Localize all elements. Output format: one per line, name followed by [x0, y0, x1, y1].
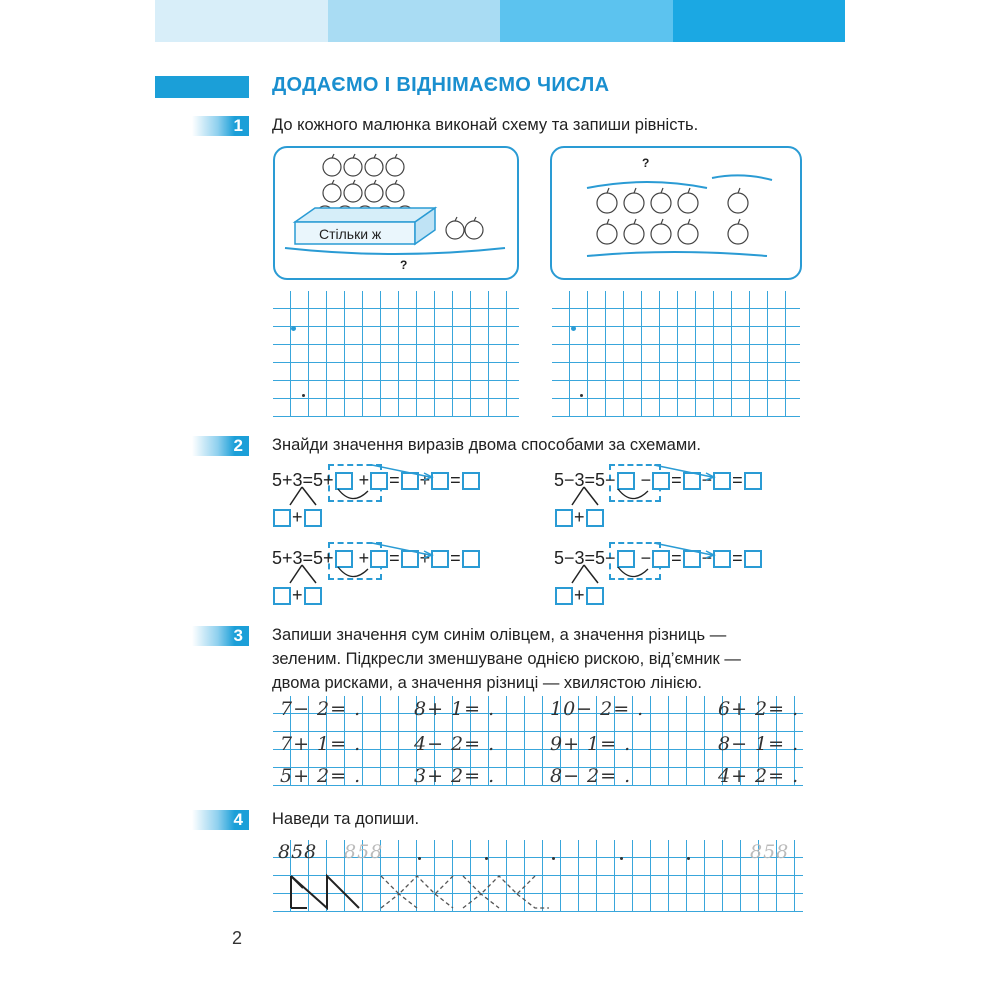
header-strip-1	[155, 0, 328, 42]
expression-part: 5+	[313, 548, 334, 568]
answer-square[interactable]	[462, 550, 480, 568]
expression-label: 5−3=	[554, 470, 596, 490]
answer-square[interactable]	[744, 550, 762, 568]
operator: =	[671, 470, 682, 490]
exercise-cell: 7+ 1= .	[280, 733, 362, 755]
expression-part: 5−	[595, 548, 616, 568]
grid-dot	[687, 857, 690, 860]
grid-start-dot	[291, 326, 296, 331]
expression-label: 5+3=	[272, 470, 314, 490]
header-strip-2	[328, 0, 501, 42]
operator: −	[701, 470, 713, 490]
expression-label: 5−3=	[554, 548, 596, 568]
expression-label: 5+3=	[272, 548, 314, 568]
answer-square[interactable]	[462, 472, 480, 490]
exercise-cell: 7− 2= .	[280, 698, 362, 720]
task-2-text: Знайди значення виразів двома способами за схемами.	[272, 436, 701, 454]
operator: −	[640, 548, 652, 568]
task-4-number: 4	[192, 810, 249, 830]
operator: =	[671, 548, 682, 568]
page-title: ДОДАЄМО І ВІДНІМАЄМО ЧИСЛА	[272, 74, 610, 96]
operator: =	[732, 470, 743, 490]
grid-start-dot	[571, 326, 576, 331]
apples-box-illustration	[275, 148, 516, 277]
title-accent-bar	[155, 76, 249, 98]
grid-dot	[418, 857, 421, 860]
apple-icon	[597, 188, 748, 244]
operator: +	[574, 507, 585, 527]
task-3-line-1: Запиши значення сум синім олівцем, а значення різниць —	[272, 626, 727, 644]
task-3-line-3: двома рисками, а значення різниці — хвилястою лінією.	[272, 674, 702, 692]
exercise-cell: 10− 2= .	[550, 698, 645, 720]
operator: +	[419, 548, 431, 568]
task-1-grid-left[interactable]	[273, 291, 519, 417]
task-1-picture-left	[273, 146, 519, 280]
digits-traced: 858	[344, 841, 384, 863]
scheme-lines-3	[272, 533, 452, 593]
operator: =	[450, 548, 461, 568]
grid-dot	[620, 857, 623, 860]
operator: =	[732, 548, 743, 568]
exercise-cell: 9+ 1= .	[550, 733, 632, 755]
operator: =	[389, 548, 400, 568]
header-strip-3	[500, 0, 673, 42]
operator: =	[450, 470, 461, 490]
apples-rows-illustration	[552, 148, 799, 277]
scheme-lines-2	[554, 455, 734, 515]
operator: +	[419, 470, 431, 490]
operator: +	[358, 548, 370, 568]
scheme-lines-1	[272, 455, 452, 515]
answer-square[interactable]	[744, 472, 762, 490]
header-strip-4	[673, 0, 846, 42]
grid-dot	[302, 394, 305, 397]
exercise-cell: 8+ 1= .	[414, 698, 496, 720]
task-3-number: 3	[192, 626, 249, 646]
operator: +	[574, 585, 585, 605]
exercise-cell: 4+ 2= .	[718, 765, 800, 787]
operator: −	[701, 548, 713, 568]
task-1-number: 1	[192, 116, 249, 136]
task-1-text: До кожного малюнка виконай схему та запиши рівність.	[272, 116, 699, 134]
exercise-cell: 4− 2= .	[414, 733, 496, 755]
exercise-cell: 8− 1= .	[718, 733, 800, 755]
grid-dot	[485, 857, 488, 860]
grid-dot	[580, 394, 583, 397]
operator: +	[292, 507, 303, 527]
operator: −	[640, 470, 652, 490]
exercise-cell: 5+ 2= .	[280, 765, 362, 787]
question-mark: ?	[400, 258, 408, 272]
task-1-grid-right[interactable]	[552, 291, 800, 417]
task-1-picture-right	[550, 146, 802, 280]
page-number: 2	[232, 928, 243, 948]
operator: =	[389, 470, 400, 490]
scheme-lines-4	[554, 533, 734, 593]
digits-traced: 858	[750, 841, 790, 863]
operator: +	[358, 470, 370, 490]
box-label: Стільки ж	[319, 226, 382, 242]
trace-pattern	[273, 870, 553, 912]
question-mark: ?	[642, 156, 650, 170]
expression-part: 5+	[313, 470, 334, 490]
header-color-strip	[155, 0, 845, 42]
grid-dot	[552, 857, 555, 860]
exercise-cell: 6+ 2= .	[718, 698, 800, 720]
exercise-cell: 8− 2= .	[550, 765, 632, 787]
operator: +	[292, 585, 303, 605]
digits-sample: 858	[278, 841, 318, 863]
exercise-cell: 3+ 2= .	[414, 765, 496, 787]
task-4-text: Наведи та допиши.	[272, 810, 420, 828]
task-3-line-2: зеленим. Підкресли зменшуване однією рискою, від’ємник —	[272, 650, 741, 668]
expression-part: 5−	[595, 470, 616, 490]
task-2-number: 2	[192, 436, 249, 456]
